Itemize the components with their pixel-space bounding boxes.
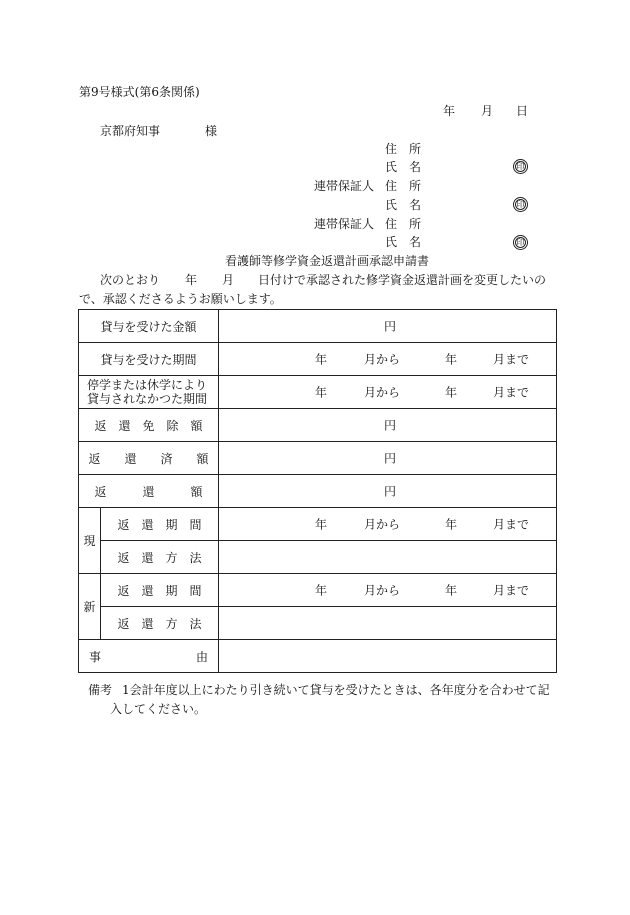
- suspended-period-label: [79, 376, 219, 409]
- guarantor2-role: 連帯保証人: [314, 217, 375, 231]
- repayment-label: 返 還 額: [79, 475, 219, 508]
- row-current-period: [79, 508, 557, 541]
- yen-unit: 円: [384, 418, 397, 433]
- yen-unit: 円: [384, 484, 397, 499]
- year-label: 年: [315, 385, 328, 400]
- guarantor1-role: 連帯保証人: [314, 179, 375, 193]
- month-from-label: 月から: [364, 352, 401, 367]
- reason-label-a: 事: [89, 649, 102, 664]
- year-label: 年: [445, 517, 458, 532]
- suspended-period-field[interactable]: [219, 376, 557, 409]
- row-loan-period: [79, 343, 557, 376]
- row-loan-amount: [79, 310, 557, 343]
- addressee: 京都府知事: [100, 124, 161, 138]
- applicant-name-label: 氏 名: [385, 160, 422, 174]
- row-current-method: [79, 541, 557, 574]
- guarantor1-name-label: 氏 名: [385, 198, 422, 212]
- loan-amount-field[interactable]: [219, 310, 557, 343]
- seal-icon: 印: [513, 235, 528, 250]
- year-label: 年: [445, 583, 458, 598]
- body-p1-start: 次のとおり: [100, 273, 161, 287]
- reason-label-b: 由: [196, 649, 209, 664]
- seal-icon: 印: [513, 159, 528, 174]
- date-month: 月: [481, 104, 494, 118]
- row-repayment: [79, 475, 557, 508]
- new-method-label: 返 還 方 法: [101, 607, 219, 640]
- current-period-field[interactable]: [219, 508, 557, 541]
- current-method-label: 返 還 方 法: [101, 541, 219, 574]
- date-day: 日: [516, 104, 529, 118]
- year-label: 年: [315, 352, 328, 367]
- repaid-field[interactable]: [219, 442, 557, 475]
- seal-icon: 印: [513, 197, 528, 212]
- month-from-label: 月から: [364, 583, 401, 598]
- row-new-method: [79, 607, 557, 640]
- exemption-field[interactable]: [219, 409, 557, 442]
- year-label: 年: [315, 583, 328, 598]
- guarantor2-address-label: 住 所: [385, 217, 422, 231]
- month-to-label: 月まで: [493, 352, 530, 367]
- year-label: 年: [445, 352, 458, 367]
- row-suspended-period: [79, 376, 557, 409]
- body-p1-month: 月: [222, 273, 235, 287]
- month-from-label: 月から: [364, 517, 401, 532]
- yen-unit: 円: [384, 451, 397, 466]
- new-period-field[interactable]: [219, 574, 557, 607]
- repayment-field[interactable]: [219, 475, 557, 508]
- application-table: [78, 309, 557, 673]
- row-exemption: [79, 409, 557, 442]
- row-reason: [79, 640, 557, 673]
- form-number: 第9号様式(第6条関係): [79, 85, 200, 99]
- month-to-label: 月まで: [493, 583, 530, 598]
- yen-unit: 円: [384, 319, 397, 334]
- body-p1-rest: 日付けで承認された修学資金返還計画を変更したいの: [258, 273, 547, 287]
- remarks-line2: 入してください。: [110, 702, 207, 716]
- current-method-field[interactable]: [219, 541, 557, 574]
- body-p1-year: 年: [185, 273, 198, 287]
- remarks-line1: 1会計年度以上にわたり引き続いて貸与を受けたときは、各年度分を合わせて記: [122, 683, 550, 697]
- current-side-label: 現: [79, 508, 101, 574]
- honorific: 様: [205, 124, 218, 138]
- remarks: [88, 681, 558, 719]
- year-label: 年: [315, 517, 328, 532]
- loan-amount-label: 貸与を受けた金額: [79, 310, 219, 343]
- month-from-label: 月から: [364, 385, 401, 400]
- loan-period-label: 貸与を受けた期間: [79, 343, 219, 376]
- guarantor2-name-label: 氏 名: [385, 235, 422, 249]
- new-side-label: 新: [79, 574, 101, 640]
- reason-field[interactable]: [219, 640, 557, 673]
- remarks-label: 備考: [88, 683, 113, 697]
- guarantor1-address-label: 住 所: [385, 179, 422, 193]
- applicant-address-label: 住 所: [385, 142, 422, 156]
- repaid-label: 返 還 済 額: [79, 442, 219, 475]
- date-year: 年: [443, 104, 456, 118]
- current-period-label: 返 還 期 間: [101, 508, 219, 541]
- suspended-label-line1: 停学または休学により: [87, 378, 208, 392]
- year-label: 年: [445, 385, 458, 400]
- loan-period-field[interactable]: [219, 343, 557, 376]
- row-repaid: [79, 442, 557, 475]
- suspended-label-line2: 貸与されなかつた期間: [87, 392, 208, 406]
- document-title: 看護師等修学資金返還計画承認申請書: [225, 254, 430, 268]
- row-new-period: [79, 574, 557, 607]
- reason-label: [79, 640, 219, 673]
- month-to-label: 月まで: [493, 517, 530, 532]
- exemption-label: 返 還 免 除 額: [79, 409, 219, 442]
- new-period-label: 返 還 期 間: [101, 574, 219, 607]
- month-to-label: 月まで: [493, 385, 530, 400]
- new-method-field[interactable]: [219, 607, 557, 640]
- body-p2: で、承認くださるようお願いします。: [79, 292, 282, 306]
